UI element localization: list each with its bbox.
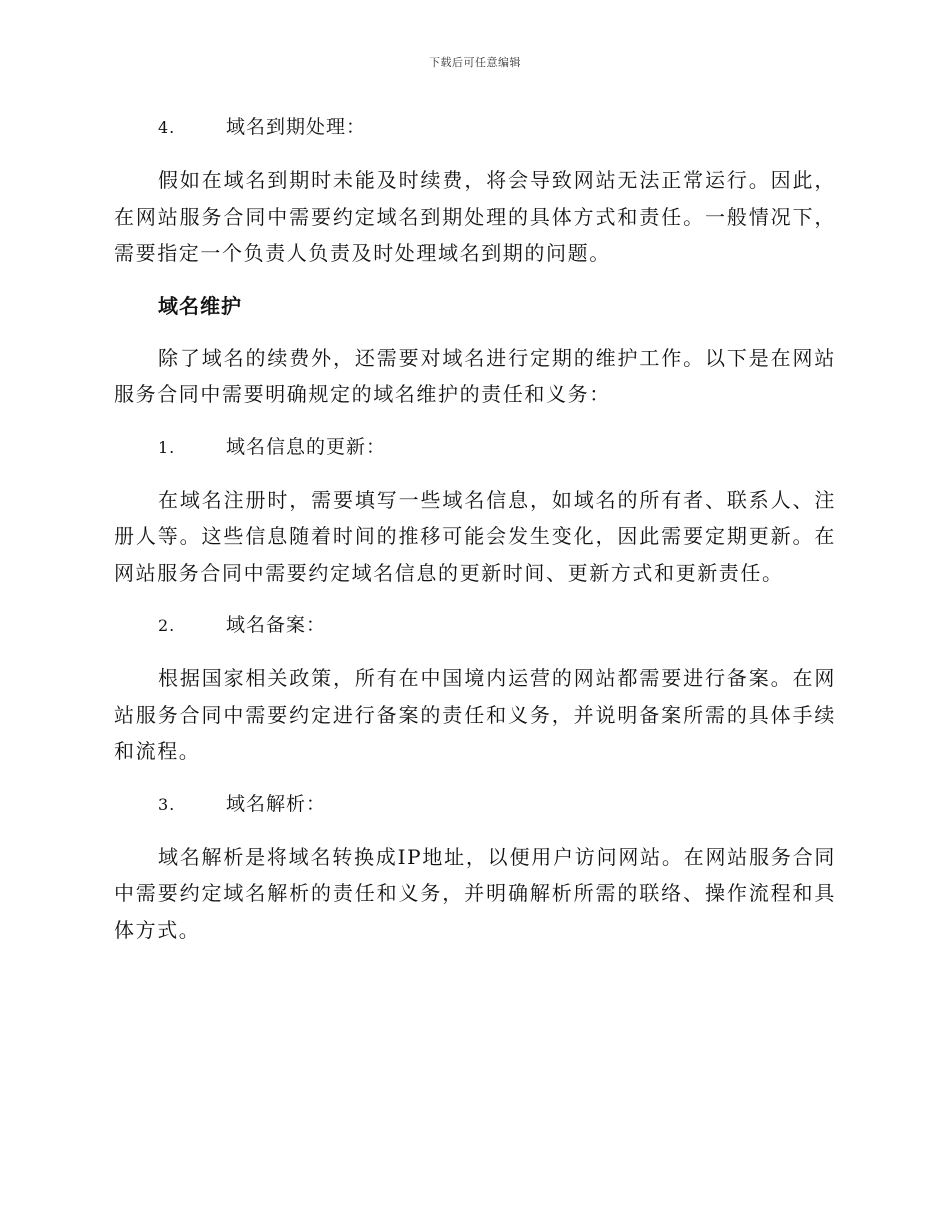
page-header: 下载后可任意编辑	[429, 56, 521, 69]
list-number: 1.	[158, 437, 176, 457]
paragraph-dns: 域名解析是将域名转换成IP地址，以便用户访问网站。在网站服务合同中需要约定域名解析的责任和义务，并明确解析所需的联络、操作流程和具体方式。	[114, 844, 836, 942]
list-title: 域名备案：	[226, 614, 327, 636]
list-title: 域名信息的更新：	[226, 435, 387, 458]
list-number: 3.	[158, 794, 176, 814]
list-item-4	[114, 110, 836, 145]
list-item-3	[114, 787, 836, 822]
list-number: 4.	[158, 118, 176, 137]
document-body	[114, 110, 836, 965]
list-number: 2.	[158, 616, 176, 635]
paragraph-filing: 根据国家相关政策，所有在中国境内运营的网站都需要进行备案。在网站服务合同中需要约定进行备案的责任和义务，并说明备案所需的具体手续和流程。	[114, 666, 836, 763]
paragraph-info-update: 在域名注册时，需要填写一些域名信息，如域名的所有者、联系人、注册人等。这些信息随着时间的推移可能会发生变化，因此需要定期更新。在网站服务合同中需要约定域名信息的更新时间、更新方式和更新责任。	[114, 487, 836, 585]
list-title: 域名到期处理：	[226, 116, 367, 138]
list-item-2	[114, 608, 836, 643]
paragraph-maintenance-intro: 除了域名的续费外，还需要对域名进行定期的维护工作。以下是在网站服务合同中需要明确规定的域名维护的责任和义务：	[114, 345, 836, 406]
section-heading: 域名维护	[158, 293, 242, 318]
paragraph-expiry: 假如在域名到期时未能及时续费，将会导致网站无法正常运行。因此，在网站服务合同中需要约定域名到期处理的具体方式和责任。一般情况下，需要指定一个负责人负责及时处理域名到期的问题。	[114, 168, 836, 265]
list-item-1	[114, 430, 836, 465]
list-title: 域名解析：	[226, 792, 327, 815]
